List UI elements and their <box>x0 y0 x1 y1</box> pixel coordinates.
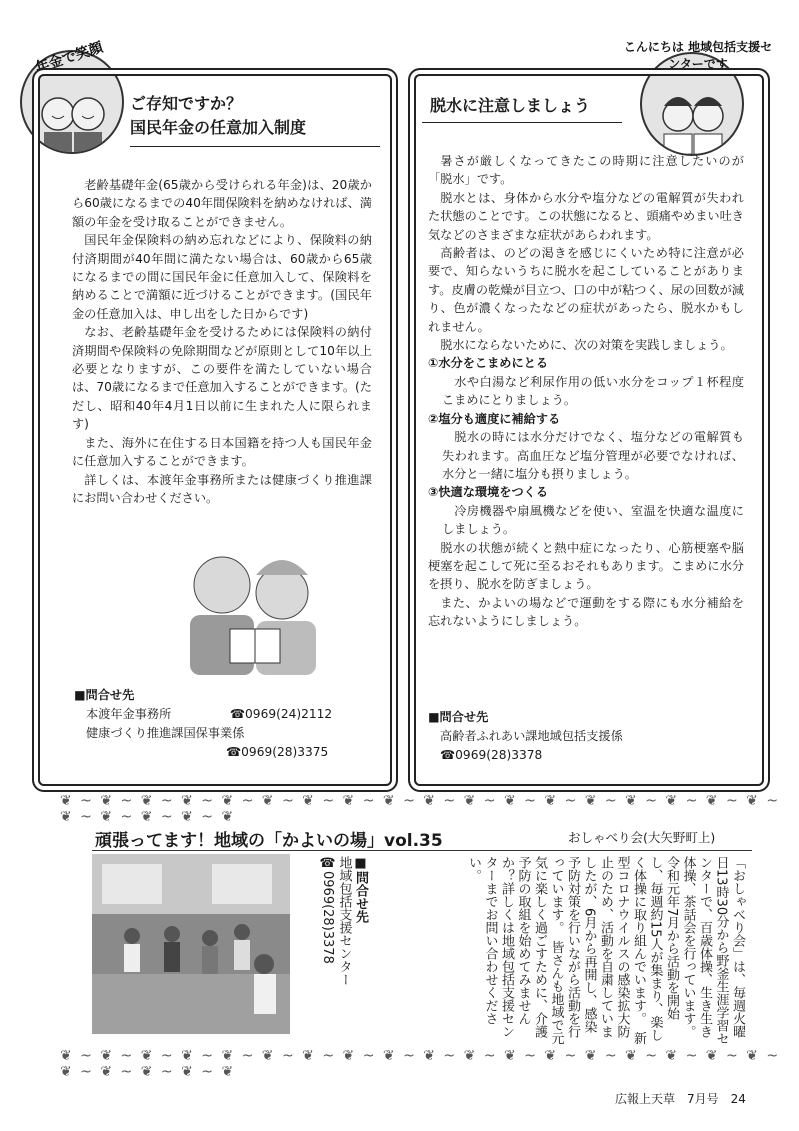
kayoi-subtitle: おしゃべり会(大矢野町上) <box>568 830 716 845</box>
couple-reading-illustration <box>160 545 340 675</box>
pension-title <box>130 92 380 140</box>
pension-title-line1: ご存知ですか？ <box>130 94 243 113</box>
dehydration-paragraph: また、かよいの場などで運動をする際にも水分補給を忘れないようにしましょう。 <box>428 595 744 629</box>
pension-contact2-name: 健康づくり推進課国保事業係 <box>86 726 245 740</box>
dehydration-paragraph: 脱水にならないために、次の対策を実践しましょう。 <box>440 338 733 353</box>
pension-body <box>72 176 372 507</box>
vine-border-bottom: ❦ ~ ❦ ~ ❦ ~ ❦ ~ ❦ ~ ❦ ~ ❦ ~ ❦ ~ ❦ ~ ❦ ~ ❦ ~ ❦ ~ ❦ ~ ❦ ~ ❦ ~ ❦ ~ ❦ ~ ❦ ~ ❦ ~ ❦ ~ ❦ ~ ❦ ~ ❦ <box>60 1048 781 1080</box>
kayoi-title-underline <box>92 850 752 851</box>
kayoi-contact-tel: ☎0969(28)3378 <box>320 856 335 964</box>
item1-heading: ①水分をこまめにとる <box>428 356 549 371</box>
item2-body: 脱水の時には水分だけでなく、塩分などの電解質も失われます。高血圧など塩分管理が必要でなければ、水分と一緒に塩分も摂りましょう。 <box>442 430 744 481</box>
pension-contact <box>74 686 374 762</box>
pension-paragraph: 国民年金保険料の納め忘れなどにより、保険料の納付済期間が40年間に満たない場合は、60歳から65歳になるまでの間に国民年金に任意加入して、保険料を納めることで満額に近づけることができます。(国民年金の任意加入は、申し出をした日からです) <box>72 233 372 321</box>
item3-heading: ③快適な環境をつくる <box>428 485 549 500</box>
pension-title-line2: 国民年金の任意加入制度 <box>130 118 307 137</box>
dehydration-contact-tel: ☎0969(28)3378 <box>440 748 543 762</box>
pension-paragraph: また、海外に在住する日本国籍を持つ人も国民年金に任意加入することができます。 <box>72 435 372 469</box>
dehydration-paragraph: 高齢者は、のどの渇きを感じにくいため特に注意が必要で、知らないうちに脱水を起こしていることがあります。皮膚の乾燥が目立つ、口の中が粘つく、尿の回数が減り、色が濃くなったなどの症状があったら、脱水かもしれません。 <box>428 246 744 334</box>
kayoi-body: 「おしゃべり会」は、毎週火曜日13時30分から野釜生涯学習センターで、百歳体操、生き生き体操、茶話会を行っています。 令和元年7月から活動を開始し、毎週約15人が集まり、楽しく体操に取り組んでいます。 新型コロナウイルスの感染拡大防止のため、活動を自粛していましたが、6月から再開し、感染予防対策を行いながら活動を行っています。 皆さんも地域で元気に楽しく過ごすために、介護予防の取組を始めてみませんか？詳しくは地域包括支援センターまでお問い合わせください。 <box>466 856 745 1046</box>
exercise-photo-image <box>92 854 290 1034</box>
pension-contact1-tel: ☎0969(24)2112 <box>229 707 333 721</box>
exercise-photo <box>92 854 290 1034</box>
item3-body: 冷房機器や扇風機などを使い、室温を快適な温度にしましょう。 <box>442 503 744 537</box>
page-footer: 広報上天草 7月号 24 <box>615 1092 746 1106</box>
pension-paragraph: 老齢基礎年金(65歳から受けられる年金)は、20歳から60歳になるまでの40年間保険料を納めなければ、満額の年金を受け取ることができません。 <box>72 178 372 229</box>
pension-contact1-name: 本渡年金事務所 <box>86 707 172 721</box>
kayoi-contact-heading: ■問合せ先 <box>353 856 368 923</box>
dehydration-contact-name: 高齢者ふれあい課地域包括支援係 <box>440 729 623 743</box>
dehydration-body <box>428 152 744 631</box>
pension-contact-row <box>74 705 374 724</box>
pension-paragraph: なお、老齢基礎年金を受けるためには保険料の納付済期間や保険料の免除期間などが原則として10年以上必要となりますが、この要件を満たしていない場合は、70歳になるまで任意加入することができます。(ただし、昭和40年4月1日以前に生まれた人に限られます) <box>72 325 372 432</box>
dehydration-contact-heading: ■問合せ先 <box>428 710 489 724</box>
dehydration-paragraph: 脱水の状態が続くと熱中症になったり、心筋梗塞や脳梗塞を起こして死に至るおそれもあります。こまめに水分を摂り、脱水を防ぎましょう。 <box>428 540 744 592</box>
item2-heading: ②塩分も適度に補給する <box>428 411 561 426</box>
left-badge-label: 年金で笑顔 <box>33 39 106 77</box>
dehydration-contact <box>428 708 728 765</box>
dehydration-paragraph: 脱水とは、身体から水分や塩分などの電解質が失われた状態のことです。この状態になると、頭痛やめまい吐き気などのさまざまな症状があらわれます。 <box>428 190 744 242</box>
pension-title-underline <box>130 146 380 147</box>
dehydration-title-underline <box>422 122 622 123</box>
item1-body: 水や白湯など利尿作用の低い水分をコップ１杯程度こまめにとりましょう。 <box>442 374 744 408</box>
pension-contact2-tel: ☎0969(28)3375 <box>226 745 329 759</box>
right-badge-label: こんにちは 地域包括支援センターです <box>623 40 773 71</box>
dehydration-title: 脱水に注意しましょう <box>430 96 591 115</box>
kayoi-contact <box>298 856 368 1046</box>
vine-border-top: ❦ ~ ❦ ~ ❦ ~ ❦ ~ ❦ ~ ❦ ~ ❦ ~ ❦ ~ ❦ ~ ❦ ~ ❦ ~ ❦ ~ ❦ ~ ❦ ~ ❦ ~ ❦ ~ ❦ ~ ❦ ~ ❦ ~ ❦ ~ ❦ ~ ❦ ~ ❦ <box>60 793 781 825</box>
kayoi-contact-name: 地域包括支援センター <box>336 856 352 986</box>
kayoi-title: 頑張ってます！地域の「かよいの場」vol.35 <box>95 831 443 851</box>
pension-contact-heading: ■問合せ先 <box>74 688 135 702</box>
pension-paragraph: 詳しくは、本渡年金事務所または健康づくり推進課にお問い合わせください。 <box>72 472 372 505</box>
dehydration-paragraph: 暑さが厳しくなってきたこの時期に注意したいのが「脱水」です。 <box>428 154 744 187</box>
